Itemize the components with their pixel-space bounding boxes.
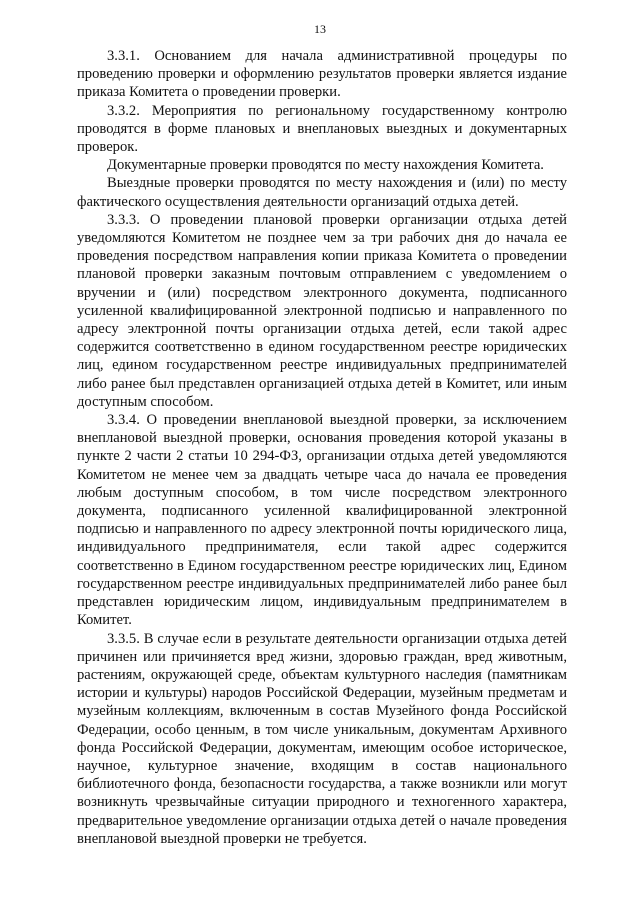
- page-number: 13: [314, 22, 326, 36]
- paragraph-3-3-1: 3.3.1. Основанием для начала административной процедуры по проведению проверки и оформлению результатов проверки является издание приказа Комитета о проведении проверки.: [77, 48, 567, 101]
- paragraph-3-3-2: 3.3.2. Мероприятия по региональному государственному контролю проводятся в форме плановых и внеплановых выездных и документарных проверок.: [77, 102, 567, 156]
- paragraph-3-3-5: 3.3.5. В случае если в результате деятельности организации отдыха детей причинен или причиняется вред жизни, здоровью граждан, вред животным, растениям, окружающей среде, объектам культурного наследия (памятникам истории и культуры) народов Российской Федерации, музейным предметам и музейным коллекциям, включенным в состав Музейного фонда Российской Федерации, особо ценным, в том числе уникальным, документам Архивного фонда Российской Федерации, документам, имеющим особое историческое, научное, культурное значение, входящим в состав национального библиотечного фонда, безопасности государства, а также возникли или могут возникнуть чрезвычайные ситуации природного и техногенного характера, предварительное уведомление организации отдыха детей о начале проведения внеплановой выездной проверки не требуется.: [77, 630, 567, 847]
- paragraph-3-3-3: 3.3.3. О проведении плановой проверки организации отдыха детей уведомляются Комитетом не позднее чем за три рабочих дня до начала ее проведения посредством направления копии приказа Комитета о проведении плановой проверки заказным почтовым отправлением с уведомлением о вручении и (или) посредством электронного документа, подписанного усиленной квалифицированной электронной подписью и направленного по адресу электронной почты организации отдыха детей, если такой адрес содержится соответственно в едином государственном реестре юридических лиц, едином государственном реестре индивидуальных предпринимателей либо ранее был представлен организацией отдыха детей в Комитет, или иным доступным способом.: [77, 211, 567, 410]
- paragraph-field-inspections: Выездные проверки проводятся по месту нахождения и (или) по месту фактического осуществления деятельности организаций отдыха детей.: [77, 175, 567, 210]
- document-body: [77, 47, 567, 848]
- paragraph-3-3-4: 3.3.4. О проведении внеплановой выездной проверки, за исключением внеплановой выездной проверки, основания проведения которой указаны в пункте 2 части 2 статьи 10 294-ФЗ, организации отдыха детей уведомляются Комитетом не менее чем за двадцать четыре часа до начала ее проведения любым доступным способом, в том числе посредством электронного документа, подписанного усиленной квалифицированной электронной подписью и направленного по адресу электронной почты юридического лица, индивидуального предпринимателя, если такой адрес содержится соответственно в Едином государственном реестре юридических лиц, Едином государственном реестре индивидуальных предпринимателей либо ранее был представлен юридическим лицом, индивидуальным предпринимателем в Комитет.: [77, 412, 567, 629]
- paragraph-documentary-inspections: Документарные проверки проводятся по месту нахождения Комитета.: [107, 157, 544, 174]
